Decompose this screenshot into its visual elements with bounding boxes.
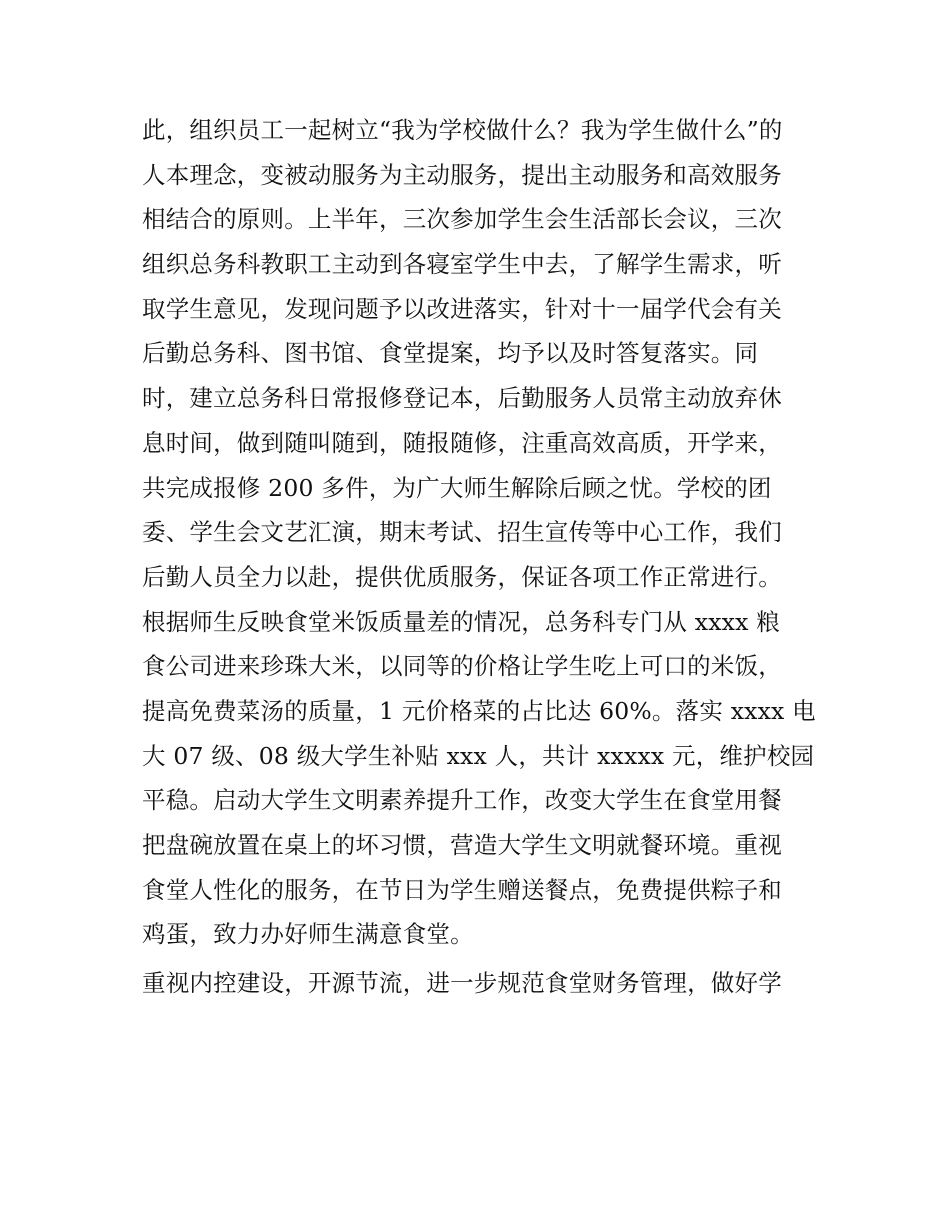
text-line: 根据师生反映食堂米饭质量差的情况，总务科专门从 xxxx 粮	[142, 607, 780, 636]
text-line: 息时间，做到随叫随到，随报随修，注重高效高质，开学来，	[142, 428, 782, 457]
text-line: 提高免费菜汤的质量，1 元价格菜的占比达 60%。落实 xxxx 电	[142, 696, 816, 725]
text-line: 此，组织员工一起树立“我为学校做什么？我为学生做什么”的	[142, 116, 783, 144]
text-line: 后勤人员全力以赴，提供优质服务，保证各项工作正常进行。	[142, 562, 782, 591]
body-text	[142, 108, 822, 1006]
text-line: 相结合的原则。上半年，三次参加学生会生活部长会议，三次	[142, 205, 782, 234]
text-line: 食公司进来珍珠大米，以同等的价格让学生吃上可口的米饭，	[142, 652, 782, 681]
text-line: 食堂人性化的服务，在节日为学生赠送餐点，免费提供粽子和	[142, 875, 782, 904]
text-line: 委、学生会文艺汇演，期末考试、招生宣传等中心工作，我们	[142, 518, 782, 547]
text-line: 时，建立总务科日常报修登记本，后勤服务人员常主动放弃休	[142, 384, 782, 413]
text-line: 共完成报修 200 多件，为广大师生解除后顾之忧。学校的团	[142, 473, 772, 502]
text-line: 取学生意见，发现问题予以改进落实，针对十一届学代会有关	[142, 294, 782, 323]
text-line: 重视内控建设，开源节流，进一步规范食堂财务管理，做好学	[142, 969, 782, 998]
text-line: 后勤总务科、图书馆、食堂提案，均予以及时答复落实。同	[142, 339, 759, 368]
text-line: 把盘碗放置在桌上的坏习惯，营造大学生文明就餐环境。重视	[142, 831, 782, 859]
text-line: 鸡蛋，致力办好师生满意食堂。	[142, 920, 474, 949]
text-line: 大 07 级、08 级大学生补贴 xxx 人，共计 xxxxx 元，维护校园	[142, 741, 815, 770]
text-line: 组织总务科教职工主动到各寝室学生中去，了解学生需求，听	[142, 250, 782, 279]
text-line: 平稳。启动大学生文明素养提升工作，改变大学生在食堂用餐	[142, 786, 782, 815]
text-line: 人本理念，变被动服务为主动服务，提出主动服务和高效服务	[142, 160, 782, 189]
